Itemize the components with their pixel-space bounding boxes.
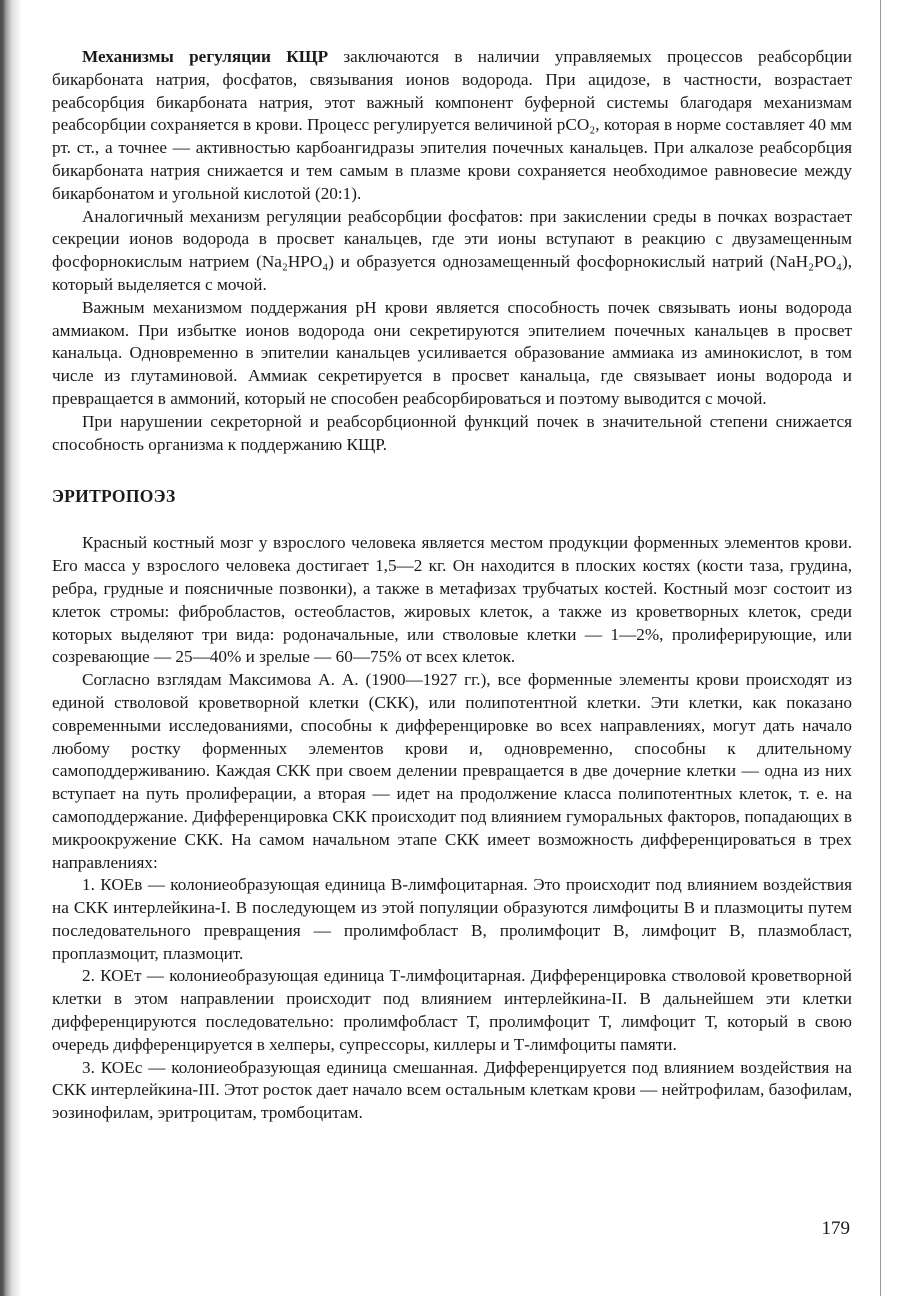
list-item-koe-t: 2. КОЕт — колониеобразующая единица Т-лимфоцитарная. Дифференцировка стволовой кроветворной клетки в этом направлении происходит под влиянием интерлейкина-II. В дальнейшем эти клетки дифференцируются последовательно: пролимфобласт Т, пролимфоцит Т, лимфоцит Т, который в свою очередь дифференцируется в хелперы, супрессоры, киллеры и Т-лимфоциты памяти. (52, 966, 852, 1054)
page-edge-line (880, 0, 881, 1296)
page-number: 179 (821, 1218, 850, 1239)
list-item-koe-c: 3. КОЕс — колониеобразующая единица смешанная. Дифференцируется под влиянием воздействия на СКК интерлейкина-III. Этот росток дает начало всем остальным клеткам крови — нейтрофилам, базофилам, эозинофилам, эритроцитам, тромбоцитам. (52, 1057, 852, 1123)
paragraph-kidney-dysfunction: При нарушении секреторной и реабсорбционной функций почек в значительной степени снижается способность организма к поддержанию КЩР. (52, 411, 852, 454)
paragraph-ammonia-mechanism: Важным механизмом поддержания рН крови является способность почек связывать ионы водорода аммиаком. При избытке ионов водорода они секретируются эпителием почечных канальцев в просвет канальца. Одновременно в эпителии канальцев усиливается образование аммиака из аминокислот, в том числе из глутаминовой. Аммиак секретируется в просвет канальца, где связывает ионы водорода и превращается в аммоний, который не способен реабсорбироваться и поэтому выводится с мочой. (52, 297, 852, 408)
paragraph-bone-marrow: Красный костный мозг у взрослого человека является местом продукции форменных элементов крови. Его масса у взрослого человека достигает 1,5—2 кг. Он находится в плоских костях (кости таза, грудина, ребра, грудные и поясничные позвонки), а также в метафизах трубчатых костей. Костный мозг состоит из клеток стромы: фибробластов, остеобластов, жировых клеток, а также из кроветворных клеток, среди которых выделяют три вида: родоначальные, или стволовые клетки — 1—2%, пролиферирующие, или созревающие — 25—40% и зрелые — 60—75% от всех клеток. (52, 533, 852, 667)
binding-edge-shadow (0, 0, 22, 1296)
paragraph-lead-term: Механизмы регуляции КЩР (82, 47, 329, 66)
paragraph-kshr-regulation (52, 46, 852, 206)
paragraph-text: заключаются в наличии управляемых процессов реабсорбции бикарбоната натрия, фосфатов, связывания ионов водорода. При ацидозе, в частности, возрастает реабсорбция бикарбоната натрия, этот важный компонент буферной системы благодаря механизмам реабсорбции сохраняется в крови. Процесс регулируется величиной рСО₂, которая в норме составляет 40 мм рт. ст., а точнее — активностью карбоангидразы эпителия почечных канальцев. При алкалозе реабсорбция бикарбоната натрия снижается и тем самым в плазме крови сохраняется необходимое равновесие между бикарбонатом и угольной кислотой (20:1). (52, 47, 853, 203)
page-body (52, 46, 852, 1125)
list-item-koe-b: 1. КОЕв — колониеобразующая единица В-лимфоцитарная. Это происходит под влиянием воздействия на СКК интерлейкина-I. В последующем из этой популяции образуются лимфоциты В и плазмоциты путем последовательного превращения — пролимфобласт В, пролимфоцит В, лимфоцит В, плазмобласт, проплазмоцит, плазмоцит. (52, 875, 852, 963)
paragraph-stem-cell-theory: Согласно взглядам Максимова А. А. (1900—1927 гг.), все форменные элементы крови происходят из единой стволовой кроветворной клетки (СКК), или полипотентной клетки. Эти клетки, как показано современными исследованиями, способны к дифференцировке во всех направлениях, могут дать начало любому ростку форменных элементов крови и, одновременно, способны к длительному самоподдерживанию. Каждая СКК при своем делении превращается в две дочерние клетки — одна из них вступает на путь пролиферации, а вторая — идет на продолжение класса полипотентных клеток, т. е. на самоподдержание. Дифференцировка СКК происходит под влиянием гуморальных факторов, попадающих в микроокружение СКК. На самом начальном этапе СКК имеет возможность дифференцироваться в трех направлениях: (52, 670, 852, 872)
paragraph-phosphate-reabsorption: Аналогичный механизм регуляции реабсорбции фосфатов: при закислении среды в почках возрастает секреции ионов водорода в просвет канальцев, где эти ионы вступают в реакцию с двузамещенным фосфорнокислым натрием (Na₂HPO₄) и образуется однозамещенный фосфорнокислый натрий (NaH₂PO₄), который выделяется с мочой. (52, 206, 852, 294)
section-heading-erythropoiesis: ЭРИТРОПОЭЗ (52, 486, 176, 507)
